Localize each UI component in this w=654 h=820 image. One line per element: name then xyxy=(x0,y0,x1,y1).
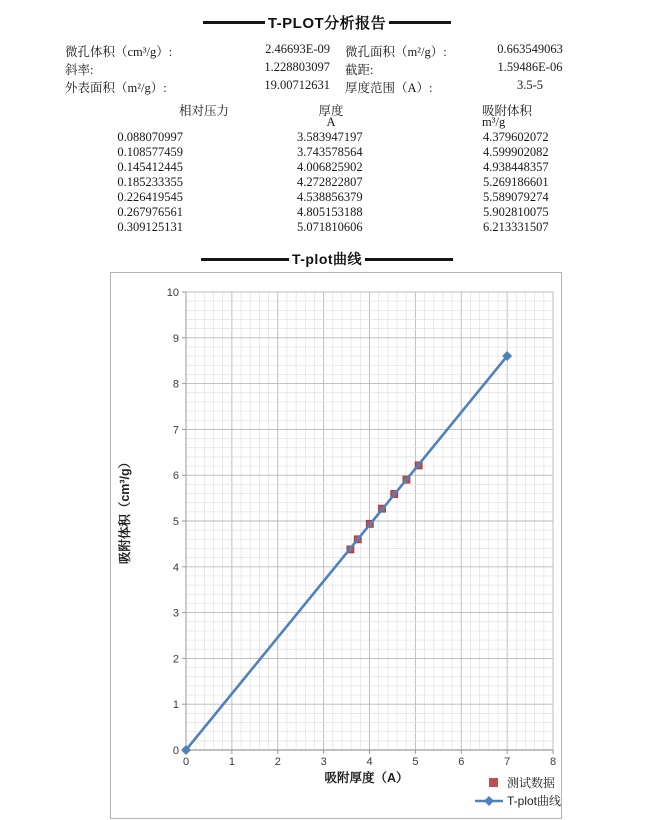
table-cell: 5.902810075 xyxy=(483,205,549,219)
table-cell: 4.272822807 xyxy=(297,175,363,189)
chart-title-text: T-plot曲线 xyxy=(291,251,363,267)
table-cell: 0.309125131 xyxy=(117,220,183,234)
x-tick-label: 2 xyxy=(274,756,281,768)
y-tick-label: 7 xyxy=(172,424,179,437)
summary-value: 1.59486E-06 xyxy=(497,60,563,74)
summary-label: 厚度范围（A）: xyxy=(345,81,433,95)
table-cell: 5.269186601 xyxy=(483,175,549,189)
table-cell: 0.145412445 xyxy=(117,160,183,174)
y-tick-label: 0 xyxy=(172,745,179,757)
title-rule-left xyxy=(203,21,265,24)
summary-value: 1.228803097 xyxy=(264,60,330,74)
y-tick-label: 8 xyxy=(172,378,179,391)
y-tick-label: 5 xyxy=(172,516,179,528)
x-tick-label: 4 xyxy=(366,756,373,768)
y-tick-label: 9 xyxy=(172,332,179,345)
table-cell: 0.267976561 xyxy=(117,205,183,219)
summary-label: 微孔面积（m²/g）: xyxy=(345,45,447,59)
title-rule-left xyxy=(201,258,289,261)
table-cell: 4.938448357 xyxy=(483,160,549,174)
x-tick-label: 7 xyxy=(504,756,511,768)
legend xyxy=(475,775,561,808)
y-tick-label: 6 xyxy=(172,470,179,483)
table-cell: 4.379602072 xyxy=(483,130,549,144)
y-axis-title: 吸附体积（cm³/g） xyxy=(118,455,132,565)
table-cell: 5.589079274 xyxy=(483,190,549,204)
x-tick-label: 3 xyxy=(320,756,327,768)
summary-row xyxy=(0,42,654,58)
title-rule-right xyxy=(365,258,453,261)
summary-value: 3.5-5 xyxy=(516,78,544,92)
legend-label-tplot: T-plot曲线 xyxy=(507,794,561,808)
chart-container xyxy=(110,272,562,819)
x-tick-label: 1 xyxy=(228,756,235,768)
table-cell: 0.226419545 xyxy=(117,190,183,204)
table-cell: 5.071810606 xyxy=(297,220,363,234)
y-tick-label: 10 xyxy=(166,287,179,299)
series-tplot-line xyxy=(186,356,507,750)
x-tick-label: 8 xyxy=(549,756,557,768)
table-cell: 4.599902082 xyxy=(483,145,549,159)
y-tick-label: 2 xyxy=(172,653,179,666)
title-rule-right xyxy=(389,21,451,24)
chart-title xyxy=(0,249,654,269)
unit-adsorbed-volume: m³/g xyxy=(482,115,506,129)
report-title xyxy=(0,12,654,33)
summary-label: 截距: xyxy=(345,63,374,77)
table-cell: 3.743578564 xyxy=(297,145,363,159)
table-cell: 0.088070997 xyxy=(117,130,183,144)
x-tick-label: 5 xyxy=(412,756,419,768)
summary-value: 2.46693E-09 xyxy=(265,42,330,56)
summary-row xyxy=(0,60,654,76)
summary-label: 微孔体积（cm³/g）: xyxy=(65,45,173,59)
table-cell: 0.108577459 xyxy=(117,145,183,159)
table-cell: 6.213331507 xyxy=(483,220,549,234)
summary-label: 斜率: xyxy=(65,63,94,77)
y-tick-label: 1 xyxy=(172,699,179,712)
x-tick-label: 0 xyxy=(182,756,190,768)
column-header-thickness: 厚度 xyxy=(318,104,344,118)
legend-diamond-tplot xyxy=(484,796,494,806)
y-tick-label: 4 xyxy=(172,561,179,574)
legend-label-test-data: 测试数据 xyxy=(507,776,556,790)
tplot-chart xyxy=(111,273,561,818)
summary-value: 0.663549063 xyxy=(497,42,563,56)
summary-value: 19.00712631 xyxy=(264,78,330,92)
column-header-relative-pressure: 相对压力 xyxy=(178,104,229,118)
summary-label: 外表面积（m²/g）: xyxy=(65,81,167,95)
table-cell: 4.805153188 xyxy=(297,205,363,219)
y-tick-label: 3 xyxy=(172,607,179,620)
summary-row xyxy=(0,78,654,94)
table-cell: 0.185233355 xyxy=(117,175,183,189)
unit-thickness: A xyxy=(326,115,336,129)
table-cell: 3.583947197 xyxy=(297,130,363,144)
table-cell: 4.006825902 xyxy=(297,160,363,174)
table-cell: 4.538856379 xyxy=(297,190,363,204)
x-axis-title: 吸附厚度（A） xyxy=(324,771,409,785)
x-tick-label: 6 xyxy=(458,756,465,768)
column-header-adsorbed-volume: 吸附体积 xyxy=(482,104,533,118)
report-title-text: T-PLOT分析报告 xyxy=(267,15,387,32)
legend-swatch-test-data xyxy=(489,778,498,787)
